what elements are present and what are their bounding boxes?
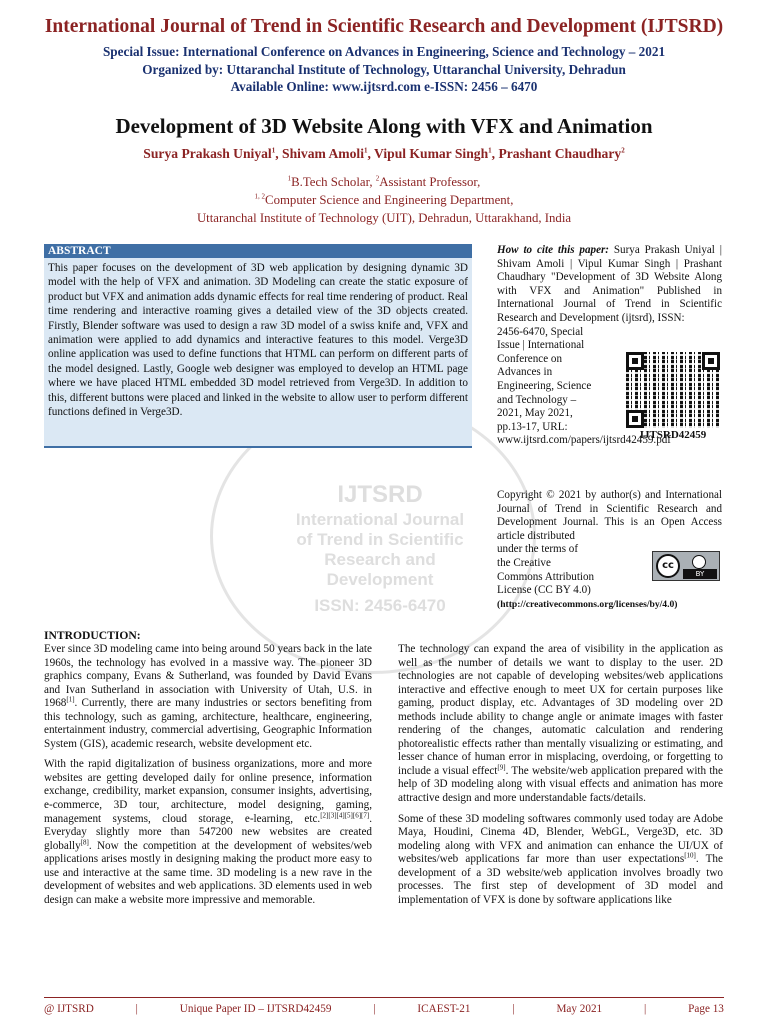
watermark-line: of Trend in Scientific	[296, 530, 464, 549]
citation-text	[497, 244, 722, 326]
journal-subheader	[0, 43, 768, 96]
aff-sup: 1	[287, 174, 292, 183]
ref-marker: [1]	[66, 695, 75, 704]
footer-conference: ICAEST-21	[417, 1003, 471, 1015]
text-run: Some of these 3D modeling softwares commonly used today are Adobe Maya, Houdini, Cinema 4D, Blender, WebGL, Verge3D, etc. 3D modeling along with VFX and animation can enhance the UI/UX of websites/web applications far more than user expectations	[398, 812, 723, 866]
citation-url[interactable]: www.ijtsrd.com/papers/ijtsrd42459.pdf	[497, 434, 671, 447]
citation-line: Issue | International	[497, 339, 585, 352]
text-run: . The development of a 3D website/web application involves broadly two processes. The first step of development of 3D model and implementation of VFX is done by software applications like	[398, 853, 723, 906]
copyright-text: Copyright © 2021 by author(s) and International Journal of Trend in Scientific Research and Development Journal. This is an Open Access article distributed	[497, 489, 722, 542]
author-sep: ,	[491, 146, 499, 161]
author-name: Shivam Amoli	[282, 146, 364, 161]
citation-line: Engineering, Science	[497, 379, 592, 392]
citation-label: How to cite this paper:	[497, 244, 609, 256]
author-sep: ,	[367, 146, 375, 161]
organized-by: Organized by: Uttaranchal Institute of Technology, Uttaranchal University, Dehradun	[142, 61, 626, 77]
text-run: With the rapid digitalization of business organizations, more and more websites are getting developed daily for online presence, information exchange, credibility, market expansion, consumer insights, advertising, e-commerce, 3D tour, architecture, model designing, gaming, management systems, cloud storage, e-learning, etc.	[44, 758, 372, 825]
author-sup: 1	[488, 146, 492, 155]
aff-institute: Uttaranchal Institute of Technology (UIT), Dehradun, Uttarakhand, India	[196, 211, 572, 225]
by-label: BY	[683, 569, 717, 579]
text-run: . Everyday slightly more than 547200 new websites are created globally	[44, 812, 372, 852]
aff-department: Computer Science and Engineering Department,	[265, 193, 514, 207]
paper-title: Development of 3D Website Along with VFX and Animation	[115, 114, 653, 138]
footer-rule	[44, 997, 724, 998]
author-sup: 1	[363, 146, 368, 155]
available-online: Available Online: www.ijtsrd.com e-ISSN: 2456 – 6470	[230, 79, 538, 94]
footer-separator: |	[644, 1003, 647, 1015]
ref-marker: [2][3][4][5][6][7]	[320, 810, 370, 819]
cc-by-badge[interactable]	[652, 551, 720, 581]
aff-role-b: Assistant Professor,	[379, 175, 481, 189]
qr-code-icon	[626, 352, 720, 428]
qr-code-block	[626, 352, 720, 441]
author-sup: 2	[621, 146, 625, 155]
author-list	[0, 146, 768, 162]
abstract-text: This paper focuses on the development of 3D web application by designing dynamic 3D model with the help of VFX and animation. 3D Modeling can create the static exposure of product but VFX and animation adds dynamic effects for real time rendering of product. Real time rendering and interactive roaming gives a detailed view of the 3D objects created. Firstly, Blender software was used to design a raw 3D model of a swiss knife and, VFX and animation were applied to add dynamics and interactive features to this model. Verge3D online application was used to define functions that HTML can perform on different parts of the model designed. Lastly, Google web designer was employed to develop an HTML page where we have placed HTML embedded 3D model retrieved from Verge3D. In addition to this, different buttons were placed and linked in the website to allow user to perform different functions defined in Verge3D.	[48, 262, 468, 419]
abstract-heading: ABSTRACT	[44, 244, 472, 258]
body-left-column	[44, 629, 372, 907]
watermark-text	[290, 480, 470, 616]
ref-marker: [10]	[684, 851, 696, 860]
author-sep: ,	[275, 146, 283, 161]
ref-marker: [8]	[80, 837, 89, 846]
abstract-box	[44, 258, 472, 448]
person-icon	[692, 555, 706, 569]
text-run: . Currently, there are many industries or sectors benefiting from this technology, such as gaming, architecture, healthcare, engineering, entertainment industry, commercial advertising, Geographic Information System (GIS), academic research, website development etc.	[44, 697, 372, 750]
footer-brand: @ IJTSRD	[44, 1003, 94, 1015]
watermark-brand: IJTSRD	[337, 481, 423, 508]
text-run: . Now the competition at the development of websites/web applications arises mostly in designing making the product more easy to use and interactive at the same time. 3D modeling is a new rave in the development of websites and web applications. 3D elements used in web design can make a website more impressive and memorable.	[44, 839, 372, 906]
author-name: Surya Prakash Uniyal	[143, 146, 272, 161]
copyright-line: the Creative	[497, 556, 551, 569]
section-title: INTRODUCTION:	[44, 629, 141, 642]
copyright-line: Commons Attribution	[497, 570, 595, 583]
author-name: Prashant Chaudhary	[498, 146, 622, 161]
page-number: Page 13	[688, 1003, 724, 1015]
watermark-line: Development	[326, 570, 434, 589]
citation-body: Surya Prakash Uniyal | Shivam Amoli | Vipul Kumar Singh | Prashant Chaudhary "Development of 3D Website Along with VFX and Animation" Published in International Journal of Trend in Scientific Research and Development (ijtsrd), ISSN:	[497, 244, 722, 324]
aff-role-a: B.Tech Scholar,	[291, 175, 376, 189]
author-name: Vipul Kumar Singh	[374, 146, 489, 161]
body-paragraph	[398, 643, 723, 806]
body-right-column	[398, 643, 723, 907]
body-paragraph	[44, 758, 372, 907]
qr-paper-id: IJTSRD42459	[639, 429, 707, 441]
aff-sup: 2	[375, 174, 380, 183]
citation-line: and Technology –	[497, 393, 577, 406]
affiliations	[0, 173, 768, 227]
citation-line: pp.13-17, URL:	[497, 420, 568, 433]
citation-line: Advances in	[497, 366, 553, 379]
special-issue: Special Issue: International Conference on Advances in Engineering, Science and Technology – 2021	[102, 44, 666, 59]
footer-paper-id: Unique Paper ID – IJTSRD42459	[179, 1003, 332, 1015]
author-sup: 1	[271, 146, 276, 155]
watermark-issn: ISSN: 2456-6470	[314, 596, 446, 615]
watermark-line: International Journal	[295, 510, 465, 529]
page-footer	[44, 1003, 724, 1015]
footer-separator: |	[135, 1003, 138, 1015]
citation-line: 2456-6470, Special	[497, 325, 584, 338]
text-run: Ever since 3D modeling came into being around 50 years back in the late 1960s, the technology has evolved in a massive way. The pioneer 3D graphics company, Evans & Sutherland, was founded by David Evans and Ivan Sutherland in association with University of Utah, U.S. in 1968	[44, 643, 372, 710]
footer-date: May 2021	[556, 1003, 603, 1015]
footer-separator: |	[512, 1003, 515, 1015]
copyright-line: License (CC BY 4.0)	[497, 584, 591, 597]
copyright-line: under the terms of	[497, 543, 579, 556]
ref-marker: [9]	[497, 763, 506, 772]
text-run: The technology can expand the area of visibility in the application as well as the number of details we want to display to the user. 2D technologies are not capable of developing websites/web applications interactive and effective enough to meet UX for certain purposes like gaming, product display, etc. Advantages of 3D modeling over 2D methods include ability to change angle or animate images with faster rendering of the changes, automatic calculation and rendering photorealistic effects rather than mentally visualizing or estimating, and lesser chance of human error in misplacing, overdoing, or forgetting to include a visual effect	[398, 643, 723, 777]
license-url[interactable]: (http://creativecommons.org/licenses/by/4.0)	[497, 598, 678, 610]
citation-line: Conference on	[497, 352, 562, 365]
citation-line: 2021, May 2021,	[497, 407, 573, 420]
journal-title: International Journal of Trend in Scientific Research and Development (IJTSRD)	[44, 16, 724, 37]
watermark-line: Research and	[324, 550, 436, 569]
text-run: . The website/web application prepared with the help of 3D modeling along with visual effects and animation has more attractive design and more understandable facts/details.	[398, 764, 723, 805]
footer-separator: |	[373, 1003, 376, 1015]
body-paragraph	[44, 643, 372, 751]
body-paragraph	[398, 813, 723, 908]
cc-icon: cc	[656, 554, 680, 578]
aff-sup: 1, 2	[254, 192, 266, 201]
